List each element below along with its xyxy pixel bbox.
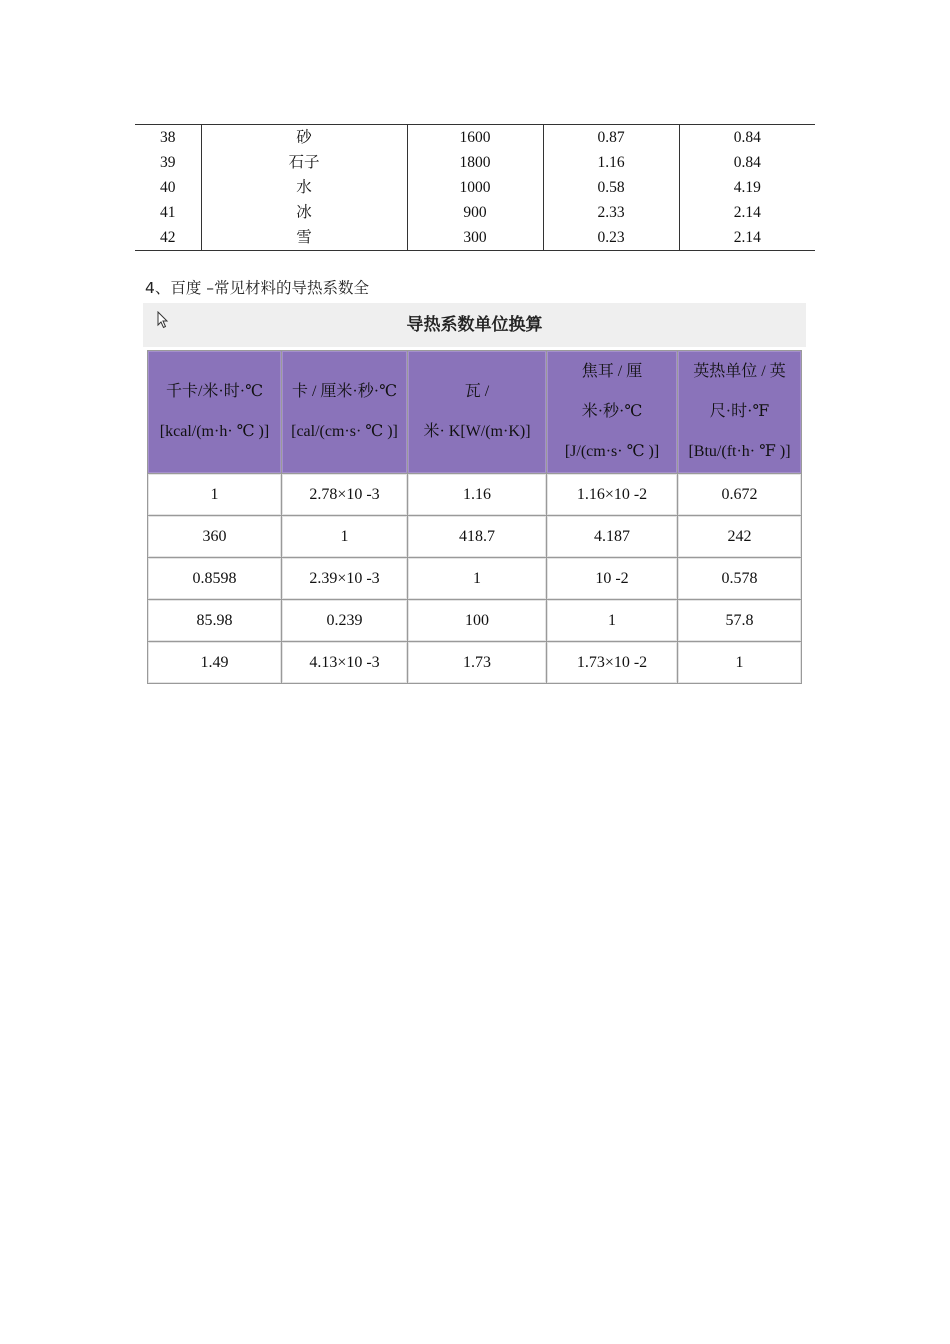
conversion-image (143, 303, 806, 685)
cell-specific-heat: 4.19 (679, 175, 815, 200)
table-row (135, 175, 815, 200)
cell-watt: 100 (408, 600, 547, 642)
cell-watt: 1.73 (408, 642, 547, 684)
cell-specific-heat: 2.14 (679, 200, 815, 225)
header-unit: [kcal/(m·h· ℃ )] (159, 423, 270, 440)
cell-cal: 2.78×10 -3 (282, 474, 408, 516)
table-row (135, 225, 815, 251)
section-heading: 4、百度 –常见材料的导热系数全 (145, 279, 370, 297)
table-row (135, 200, 815, 225)
table-row (147, 600, 802, 642)
header-watt (408, 350, 547, 474)
cell-btu: 57.8 (678, 600, 802, 642)
cell-index: 41 (160, 204, 176, 221)
header-unit: [Btu/(ft·h· ℉ )] (688, 443, 791, 460)
cell-joule: 1.73×10 -2 (547, 642, 678, 684)
cell-material: 雪 (201, 225, 407, 251)
table-row (147, 516, 802, 558)
header-btu (678, 350, 802, 474)
header-unit: [cal/(cm·s· ℃ )] (291, 423, 398, 440)
cell-density: 1000 (407, 175, 543, 200)
cell-kcal: 85.98 (147, 600, 282, 642)
header-label: 瓦 / (464, 383, 490, 400)
table-row (147, 642, 802, 684)
cell-density: 1600 (407, 125, 543, 151)
cell-conductivity: 0.87 (543, 125, 679, 151)
header-unit: 米· K[W/(m·K)] (423, 423, 531, 440)
cell-index: 42 (160, 229, 176, 246)
header-label: 千卡/米·时·℃ (165, 383, 263, 400)
cell-cal: 4.13×10 -3 (282, 642, 408, 684)
cell-kcal: 360 (147, 516, 282, 558)
header-cal (282, 350, 408, 474)
header-kcal (147, 350, 282, 474)
cell-cal: 2.39×10 -3 (282, 558, 408, 600)
header-joule (547, 350, 678, 474)
cell-conductivity: 1.16 (543, 150, 679, 175)
cell-btu: 0.578 (678, 558, 802, 600)
cell-specific-heat: 0.84 (679, 150, 815, 175)
conversion-title: 导热系数单位换算 (406, 315, 543, 335)
cell-btu: 1 (678, 642, 802, 684)
cell-material: 水 (201, 175, 407, 200)
cell-btu: 242 (678, 516, 802, 558)
cell-material: 冰 (201, 200, 407, 225)
header-label: 卡 / 厘米·秒·℃ (291, 383, 397, 400)
table-row (135, 150, 815, 175)
table-row (147, 474, 802, 516)
cell-joule: 10 -2 (547, 558, 678, 600)
cell-specific-heat: 2.14 (679, 225, 815, 251)
cell-density: 1800 (407, 150, 543, 175)
cell-conductivity: 0.23 (543, 225, 679, 251)
header-unit: [J/(cm·s· ℃ )] (564, 443, 660, 460)
header-label: 英热单位 / 英 (693, 363, 786, 380)
cell-kcal: 1 (147, 474, 282, 516)
conversion-title-bar (143, 303, 806, 347)
cell-index: 40 (160, 179, 176, 196)
cell-joule: 1 (547, 600, 678, 642)
header-row (147, 350, 802, 474)
cell-btu: 0.672 (678, 474, 802, 516)
cell-watt: 1.16 (408, 474, 547, 516)
cell-material: 石子 (201, 150, 407, 175)
table-row (147, 558, 802, 600)
cell-watt: 418.7 (408, 516, 547, 558)
cell-kcal: 0.8598 (147, 558, 282, 600)
conversion-table (147, 350, 802, 684)
cell-joule: 4.187 (547, 516, 678, 558)
cell-cal: 1 (282, 516, 408, 558)
cell-cal: 0.239 (282, 600, 408, 642)
materials-table (135, 124, 815, 251)
cell-density: 300 (407, 225, 543, 251)
cell-conductivity: 2.33 (543, 200, 679, 225)
cell-kcal: 1.49 (147, 642, 282, 684)
cell-watt: 1 (408, 558, 547, 600)
cell-joule: 1.16×10 -2 (547, 474, 678, 516)
table-row (135, 125, 815, 151)
header-label: 尺·时·℉ (709, 403, 770, 420)
cell-specific-heat: 0.84 (679, 125, 815, 151)
cell-index: 38 (160, 129, 176, 146)
header-label: 焦耳 / 厘 (581, 363, 643, 380)
cell-index: 39 (160, 154, 176, 171)
header-label: 米·秒·℃ (581, 403, 643, 420)
cell-conductivity: 0.58 (543, 175, 679, 200)
cell-density: 900 (407, 200, 543, 225)
cell-material: 砂 (201, 125, 407, 151)
